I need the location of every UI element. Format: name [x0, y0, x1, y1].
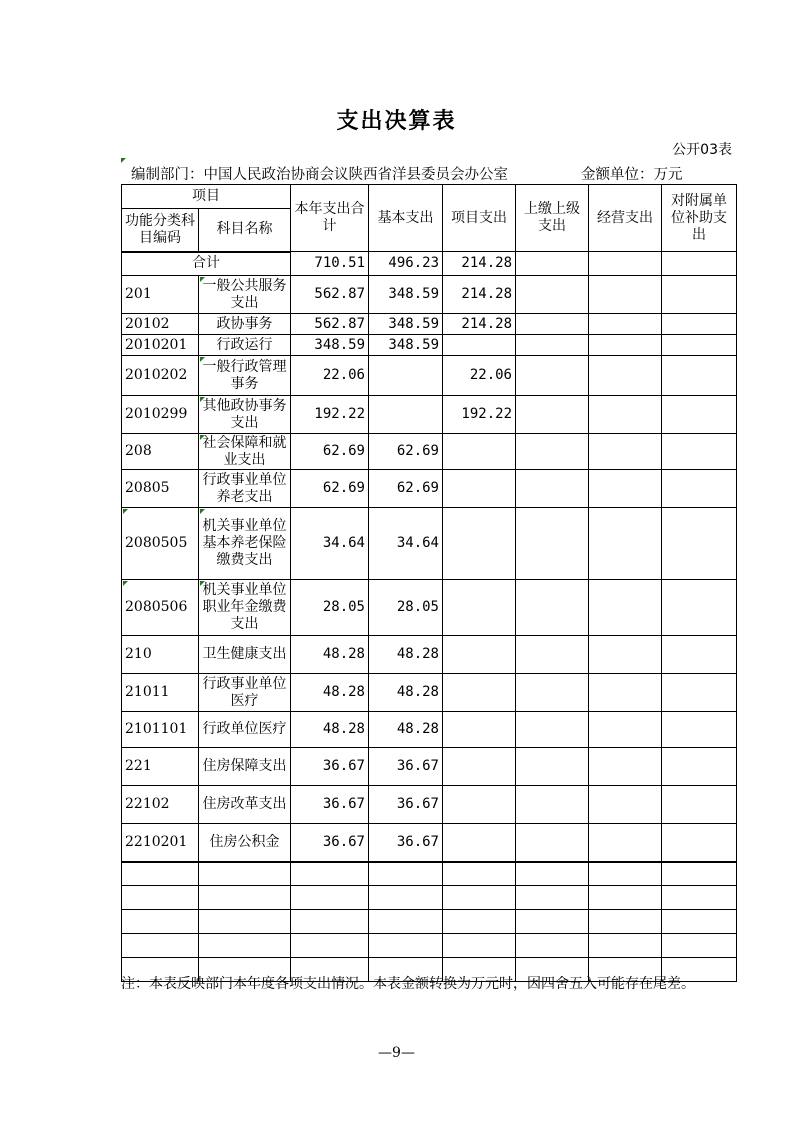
row-basic: 48.28	[369, 674, 443, 712]
row-project	[443, 748, 516, 786]
empty-cell	[291, 910, 369, 934]
row-basic: 28.05	[369, 580, 443, 636]
row-subject-name: 一般公共服务支出	[199, 276, 291, 314]
row-project	[443, 636, 516, 674]
row-upper	[516, 508, 589, 580]
row-subsidiary	[662, 712, 737, 748]
row-subject-name: 政协事务	[199, 314, 291, 335]
row-project	[443, 786, 516, 824]
row-basic: 62.69	[369, 470, 443, 508]
header-subject-name: 科目名称	[199, 209, 291, 252]
row-code: 2101101	[122, 712, 199, 748]
total-subsidiary	[662, 252, 737, 276]
header-business: 经营支出	[589, 185, 662, 252]
total-amount: 710.51	[291, 252, 369, 276]
empty-cell	[122, 886, 199, 910]
empty-cell	[443, 934, 516, 958]
row-subject-name: 社会保障和就业支出	[199, 434, 291, 470]
row-upper	[516, 356, 589, 396]
table-row	[122, 508, 737, 580]
row-business	[589, 470, 662, 508]
row-basic: 348.59	[369, 335, 443, 356]
cell-marker-icon	[200, 435, 205, 440]
row-basic: 62.69	[369, 434, 443, 470]
row-code: 201	[122, 276, 199, 314]
row-total: 62.69	[291, 470, 369, 508]
table-row	[122, 335, 737, 356]
row-code: 2080505	[122, 508, 199, 580]
row-subject-name: 其他政协事务支出	[199, 396, 291, 434]
row-project: 22.06	[443, 356, 516, 396]
row-basic: 48.28	[369, 712, 443, 748]
empty-cell	[199, 934, 291, 958]
cell-marker-icon	[123, 509, 128, 514]
row-basic: 36.67	[369, 824, 443, 862]
row-business	[589, 434, 662, 470]
header-upper: 上缴上级支出	[516, 185, 589, 252]
row-upper	[516, 748, 589, 786]
row-business	[589, 824, 662, 862]
empty-cell	[369, 934, 443, 958]
row-basic	[369, 356, 443, 396]
row-subject-name: 行政运行	[199, 335, 291, 356]
row-total: 562.87	[291, 314, 369, 335]
row-business	[589, 276, 662, 314]
row-total: 348.59	[291, 335, 369, 356]
row-total: 36.67	[291, 786, 369, 824]
row-upper	[516, 712, 589, 748]
empty-cell	[369, 862, 443, 886]
row-subsidiary	[662, 434, 737, 470]
form-number: 公开03表	[672, 142, 732, 158]
row-business	[589, 396, 662, 434]
cell-marker-icon	[123, 581, 128, 586]
total-label: 合计	[122, 252, 291, 276]
table-row	[122, 396, 737, 434]
empty-row	[122, 886, 737, 910]
row-project	[443, 508, 516, 580]
row-upper	[516, 470, 589, 508]
row-total: 62.69	[291, 434, 369, 470]
row-total: 28.05	[291, 580, 369, 636]
row-code: 2010201	[122, 335, 199, 356]
total-business	[589, 252, 662, 276]
table-row	[122, 314, 737, 335]
table-row	[122, 434, 737, 470]
empty-cell	[589, 910, 662, 934]
row-subsidiary	[662, 508, 737, 580]
row-total: 562.87	[291, 276, 369, 314]
empty-cell	[589, 862, 662, 886]
empty-cell	[199, 886, 291, 910]
row-subject-name: 住房保障支出	[199, 748, 291, 786]
table-row	[122, 674, 737, 712]
empty-row	[122, 934, 737, 958]
empty-cell	[516, 934, 589, 958]
empty-cell	[443, 862, 516, 886]
row-subject-name: 机关事业单位职业年金缴费支出	[199, 580, 291, 636]
row-business	[589, 636, 662, 674]
row-code: 208	[122, 434, 199, 470]
department-label: 编制部门：中国人民政治协商会议陕西省洋县委员会办公室	[131, 167, 508, 183]
row-business	[589, 335, 662, 356]
row-business	[589, 314, 662, 335]
row-project	[443, 712, 516, 748]
row-upper	[516, 396, 589, 434]
row-basic: 34.64	[369, 508, 443, 580]
row-code: 20805	[122, 470, 199, 508]
header-subsidiary: 对附属单位补助支出	[662, 185, 737, 252]
row-basic: 36.67	[369, 748, 443, 786]
total-row	[122, 252, 737, 276]
meta-line	[131, 163, 731, 184]
row-subject-name: 卫生健康支出	[199, 636, 291, 674]
row-subsidiary	[662, 786, 737, 824]
empty-cell	[122, 934, 199, 958]
cell-marker-icon	[121, 158, 126, 163]
expenditure-table	[121, 184, 737, 982]
empty-cell	[662, 886, 737, 910]
empty-cell	[662, 862, 737, 886]
row-total: 22.06	[291, 356, 369, 396]
row-upper	[516, 636, 589, 674]
empty-cell	[589, 934, 662, 958]
row-code: 20102	[122, 314, 199, 335]
row-business	[589, 508, 662, 580]
table-row	[122, 636, 737, 674]
table-row	[122, 276, 737, 314]
row-total: 36.67	[291, 824, 369, 862]
row-basic: 348.59	[369, 314, 443, 335]
table-row	[122, 470, 737, 508]
row-upper	[516, 335, 589, 356]
empty-cell	[291, 862, 369, 886]
row-project	[443, 674, 516, 712]
row-business	[589, 786, 662, 824]
row-subsidiary	[662, 356, 737, 396]
row-business	[589, 674, 662, 712]
table-row	[122, 786, 737, 824]
row-subsidiary	[662, 636, 737, 674]
empty-cell	[662, 910, 737, 934]
empty-cell	[443, 886, 516, 910]
row-business	[589, 580, 662, 636]
row-subsidiary	[662, 396, 737, 434]
row-subject-name: 行政事业单位养老支出	[199, 470, 291, 508]
empty-cell	[199, 910, 291, 934]
row-subsidiary	[662, 470, 737, 508]
header-total: 本年支出合计	[291, 185, 369, 252]
row-code: 22102	[122, 786, 199, 824]
header-project-expense: 项目支出	[443, 185, 516, 252]
total-upper	[516, 252, 589, 276]
row-basic: 36.67	[369, 786, 443, 824]
row-project	[443, 434, 516, 470]
row-total: 34.64	[291, 508, 369, 580]
empty-cell	[516, 910, 589, 934]
row-upper	[516, 434, 589, 470]
empty-cell	[589, 886, 662, 910]
row-project	[443, 580, 516, 636]
row-subsidiary	[662, 335, 737, 356]
empty-row	[122, 862, 737, 886]
empty-cell	[369, 886, 443, 910]
empty-cell	[662, 934, 737, 958]
page-title: 支出决算表	[336, 109, 457, 134]
row-project: 192.22	[443, 396, 516, 434]
row-upper	[516, 786, 589, 824]
row-code: 2080506	[122, 580, 199, 636]
empty-cell	[443, 910, 516, 934]
empty-cell	[199, 862, 291, 886]
row-subject-name: 行政事业单位医疗	[199, 674, 291, 712]
row-subsidiary	[662, 276, 737, 314]
cell-marker-icon	[200, 357, 205, 362]
row-business	[589, 748, 662, 786]
row-code: 21011	[122, 674, 199, 712]
table-row	[122, 712, 737, 748]
row-project	[443, 824, 516, 862]
header-project: 项目	[122, 185, 291, 209]
row-total: 48.28	[291, 636, 369, 674]
cell-marker-icon	[200, 277, 205, 282]
header-basic: 基本支出	[369, 185, 443, 252]
row-basic	[369, 396, 443, 434]
table-row	[122, 356, 737, 396]
unit-label: 金额单位：万元	[581, 167, 683, 183]
row-upper	[516, 674, 589, 712]
row-subject-name: 行政单位医疗	[199, 712, 291, 748]
empty-cell	[369, 910, 443, 934]
page-number: —9—	[378, 1045, 415, 1061]
row-total: 48.28	[291, 674, 369, 712]
empty-cell	[122, 862, 199, 886]
row-code: 221	[122, 748, 199, 786]
row-business	[589, 356, 662, 396]
total-basic: 496.23	[369, 252, 443, 276]
empty-row	[122, 910, 737, 934]
table-row	[122, 748, 737, 786]
row-code: 2010202	[122, 356, 199, 396]
empty-cell	[516, 862, 589, 886]
row-upper	[516, 824, 589, 862]
row-total: 36.67	[291, 748, 369, 786]
row-subject-name: 住房改革支出	[199, 786, 291, 824]
row-subsidiary	[662, 674, 737, 712]
row-subsidiary	[662, 748, 737, 786]
row-upper	[516, 276, 589, 314]
cell-marker-icon	[200, 509, 205, 514]
row-subsidiary	[662, 580, 737, 636]
empty-cell	[291, 934, 369, 958]
row-basic: 48.28	[369, 636, 443, 674]
header-func-code: 功能分类科目编码	[122, 209, 199, 252]
row-total: 48.28	[291, 712, 369, 748]
cell-marker-icon	[200, 581, 205, 586]
row-subject-name: 机关事业单位基本养老保险缴费支出	[199, 508, 291, 580]
row-subsidiary	[662, 824, 737, 862]
table-row	[122, 580, 737, 636]
cell-marker-icon	[200, 397, 205, 402]
row-upper	[516, 580, 589, 636]
row-upper	[516, 314, 589, 335]
row-project	[443, 470, 516, 508]
table-row	[122, 824, 737, 862]
row-subsidiary	[662, 314, 737, 335]
total-project: 214.28	[443, 252, 516, 276]
row-total: 192.22	[291, 396, 369, 434]
row-project	[443, 335, 516, 356]
row-code: 2210201	[122, 824, 199, 862]
row-code: 2010299	[122, 396, 199, 434]
row-subject-name: 一般行政管理事务	[199, 356, 291, 396]
row-business	[589, 712, 662, 748]
row-subject-name: 住房公积金	[199, 824, 291, 862]
row-project: 214.28	[443, 314, 516, 335]
row-code: 210	[122, 636, 199, 674]
row-basic: 348.59	[369, 276, 443, 314]
empty-cell	[122, 910, 199, 934]
empty-cell	[291, 886, 369, 910]
row-project: 214.28	[443, 276, 516, 314]
footnote: 注：本表反映部门本年度各项支出情况。本表金额转换为万元时，因四舍五入可能存在尾差。	[121, 976, 695, 992]
empty-cell	[516, 886, 589, 910]
